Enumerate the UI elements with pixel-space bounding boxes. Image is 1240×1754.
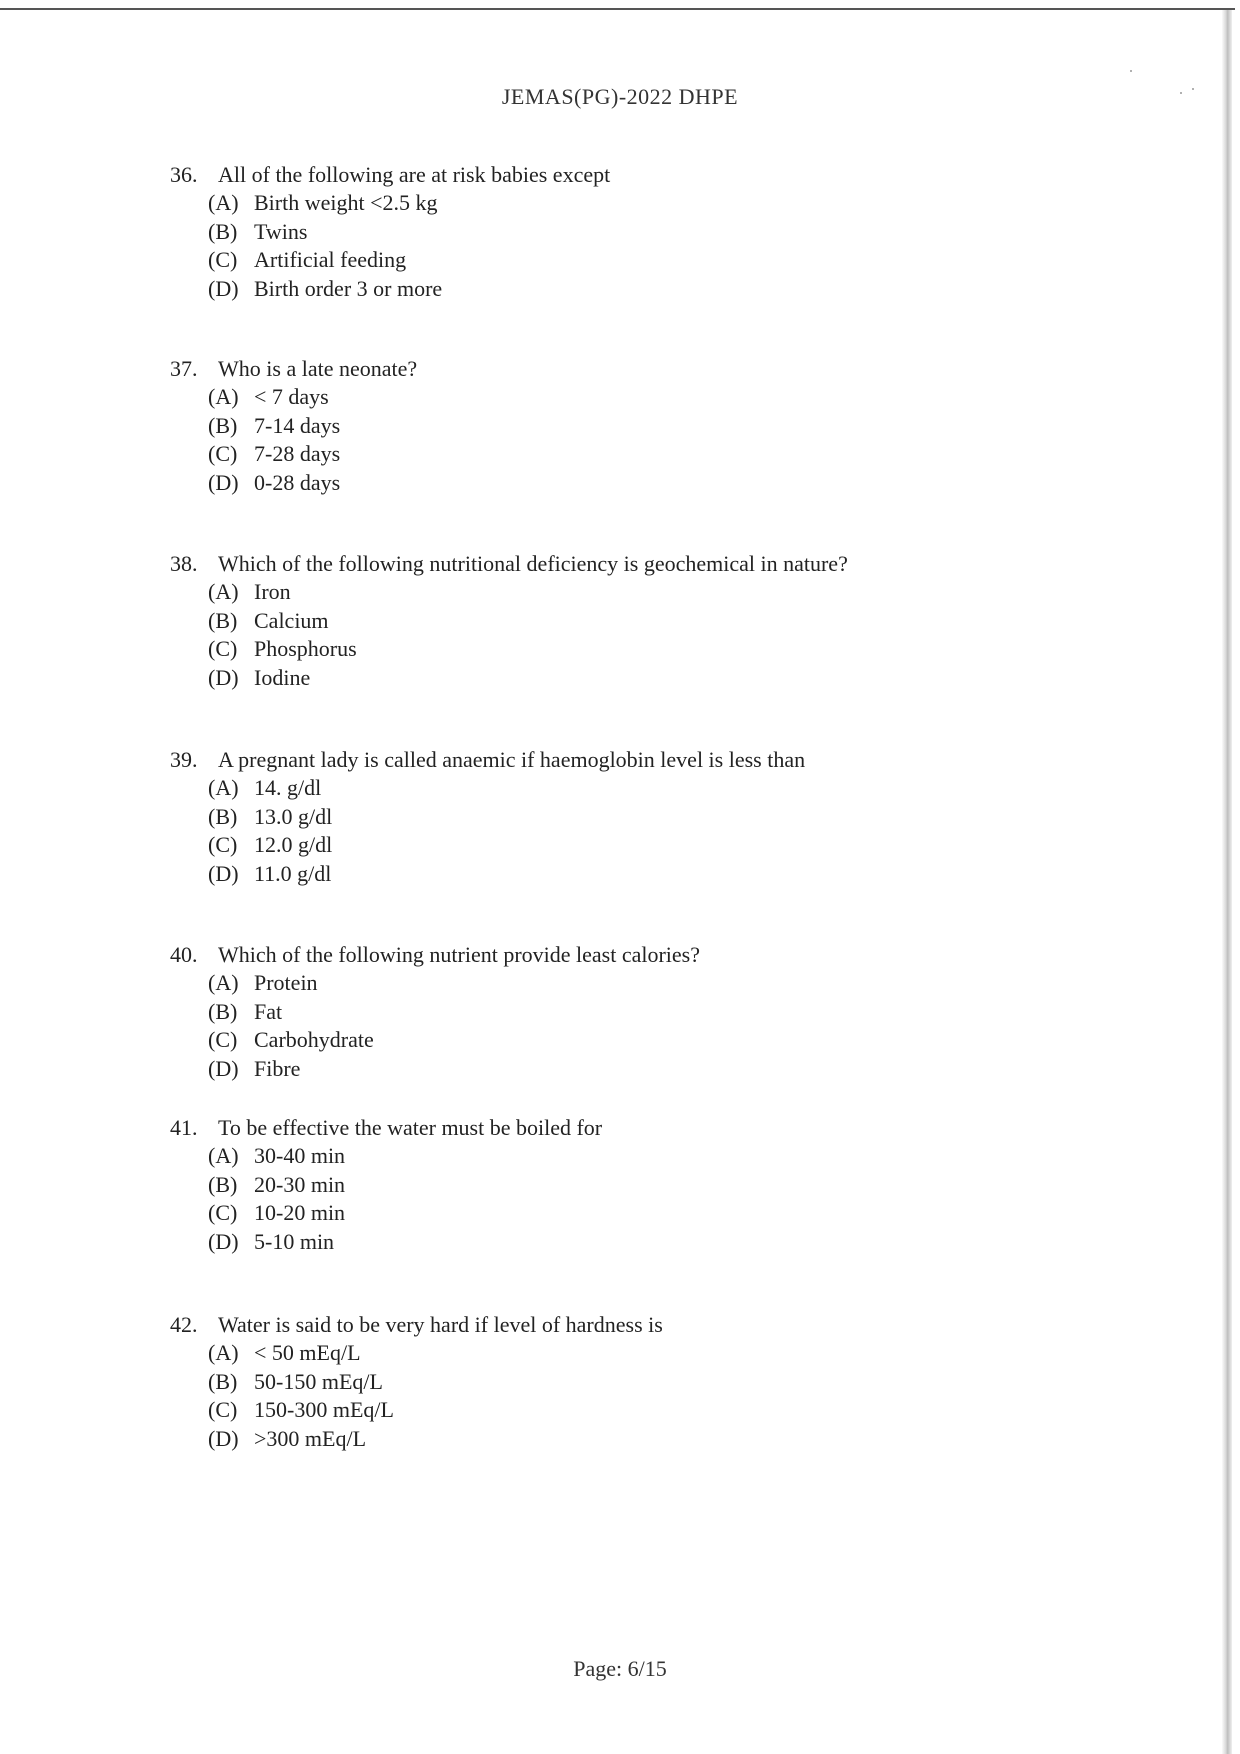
option-letter: (C) <box>208 636 238 661</box>
option-text: 0-28 days <box>254 469 341 495</box>
answer-option <box>208 607 1200 636</box>
answer-option <box>208 860 1200 889</box>
answer-option <box>208 1142 1200 1171</box>
option-letter: (B) <box>208 218 238 244</box>
question-block <box>170 746 1200 888</box>
option-letter: (A) <box>208 775 239 800</box>
option-letter: (A) <box>208 579 239 604</box>
option-letter: (A) <box>208 970 239 995</box>
question-text <box>170 941 1200 969</box>
option-text: Fat <box>254 998 283 1024</box>
option-text: Twins <box>254 218 308 244</box>
answer-option <box>208 275 1200 304</box>
option-letter: (D) <box>208 1425 239 1451</box>
answer-option <box>208 1026 1200 1055</box>
question-text <box>170 746 1200 774</box>
option-letter: (C) <box>208 1397 238 1422</box>
answer-option <box>208 1396 1200 1425</box>
option-letter: (C) <box>208 832 238 857</box>
answer-option <box>208 774 1200 803</box>
question-number: 42. <box>170 1312 198 1337</box>
answer-option <box>208 440 1200 469</box>
question-stem: Who is a late neonate? <box>218 356 418 381</box>
option-text: 50-150 mEq/L <box>254 1368 383 1394</box>
option-letter: (B) <box>208 1171 238 1197</box>
question-stem: A pregnant lady is called anaemic if haemoglobin level is less than <box>218 747 806 772</box>
option-text: Birth order 3 or more <box>254 275 443 301</box>
page-number: Page: 6/15 <box>573 1656 667 1681</box>
option-letter: (D) <box>208 664 239 690</box>
option-letter: (D) <box>208 1055 239 1081</box>
option-letter: (D) <box>208 860 239 886</box>
answer-option <box>208 969 1200 998</box>
answer-option <box>208 635 1200 664</box>
answer-option <box>208 1199 1200 1228</box>
option-text: Calcium <box>254 607 329 633</box>
answer-option <box>208 664 1200 693</box>
option-text: 150-300 mEq/L <box>254 1397 394 1422</box>
question-text <box>170 1114 1200 1142</box>
answer-option <box>208 1055 1200 1084</box>
option-text: Iron <box>254 579 291 604</box>
top-border <box>0 8 1235 10</box>
question-number: 38. <box>170 551 198 576</box>
question-number: 36. <box>170 162 198 187</box>
question-stem: Which of the following nutritional deficiency is geochemical in nature? <box>218 551 848 576</box>
question-block <box>170 550 1200 692</box>
question-number: 37. <box>170 356 198 381</box>
option-letter: (C) <box>208 1027 238 1052</box>
option-text: Birth weight <2.5 kg <box>254 190 438 215</box>
answer-option <box>208 1425 1200 1454</box>
answer-option <box>208 1228 1200 1257</box>
option-text: Phosphorus <box>254 636 357 661</box>
answer-option <box>208 998 1200 1027</box>
question-number: 39. <box>170 747 198 772</box>
scan-speck <box>1130 70 1132 72</box>
option-letter: (B) <box>208 1368 238 1394</box>
option-text: Fibre <box>254 1055 301 1081</box>
answer-option <box>208 246 1200 275</box>
option-letter: (A) <box>208 1340 239 1365</box>
option-letter: (B) <box>208 607 238 633</box>
question-stem: Which of the following nutrient provide least calories? <box>218 942 701 967</box>
option-letter: (C) <box>208 247 238 272</box>
question-block <box>170 355 1200 497</box>
option-text: Iodine <box>254 664 311 690</box>
option-letter: (D) <box>208 1228 239 1254</box>
option-text: 11.0 g/dl <box>254 860 332 886</box>
answer-option <box>208 803 1200 832</box>
answer-option <box>208 412 1200 441</box>
option-text: 20-30 min <box>254 1171 346 1197</box>
question-block <box>170 1114 1200 1256</box>
option-text: 10-20 min <box>254 1200 346 1225</box>
option-letter: (C) <box>208 1200 238 1225</box>
answer-option <box>208 1339 1200 1368</box>
option-text: < 7 days <box>254 384 329 409</box>
option-text: 7-14 days <box>254 412 341 438</box>
option-text: 13.0 g/dl <box>254 803 333 829</box>
question-stem: To be effective the water must be boiled for <box>218 1115 603 1140</box>
answer-option <box>208 218 1200 247</box>
question-stem: Water is said to be very hard if level of hardness is <box>218 1312 663 1337</box>
option-text: 5-10 min <box>254 1228 335 1254</box>
option-letter: (C) <box>208 441 238 466</box>
option-text: Protein <box>254 970 318 995</box>
option-letter: (A) <box>208 190 239 215</box>
scan-edge-shadow <box>1222 10 1232 1754</box>
option-text: < 50 mEq/L <box>254 1340 361 1365</box>
question-block <box>170 161 1200 303</box>
answer-option <box>208 578 1200 607</box>
answer-option <box>208 1171 1200 1200</box>
answer-option <box>208 189 1200 218</box>
option-letter: (A) <box>208 1143 239 1168</box>
option-text: >300 mEq/L <box>254 1425 367 1451</box>
question-text <box>170 550 1200 578</box>
option-letter: (B) <box>208 412 238 438</box>
answer-option <box>208 1368 1200 1397</box>
answer-option <box>208 469 1200 498</box>
question-block <box>170 941 1200 1083</box>
page-header: JEMAS(PG)-2022 DHPE <box>501 84 739 109</box>
question-text <box>170 355 1200 383</box>
question-text <box>170 161 1200 189</box>
option-letter: (D) <box>208 469 239 495</box>
option-text: 7-28 days <box>254 441 341 466</box>
option-text: 30-40 min <box>254 1143 346 1168</box>
question-text <box>170 1311 1200 1339</box>
option-text: 14. g/dl <box>254 775 322 800</box>
option-letter: (B) <box>208 803 238 829</box>
question-block <box>170 1311 1200 1453</box>
answer-option <box>208 383 1200 412</box>
option-text: Carbohydrate <box>254 1027 374 1052</box>
option-letter: (D) <box>208 275 239 301</box>
option-letter: (B) <box>208 998 238 1024</box>
option-text: 12.0 g/dl <box>254 832 333 857</box>
option-letter: (A) <box>208 384 239 409</box>
question-number: 41. <box>170 1115 198 1140</box>
question-number: 40. <box>170 942 198 967</box>
option-text: Artificial feeding <box>254 247 407 272</box>
question-stem: All of the following are at risk babies except <box>218 162 611 187</box>
answer-option <box>208 831 1200 860</box>
